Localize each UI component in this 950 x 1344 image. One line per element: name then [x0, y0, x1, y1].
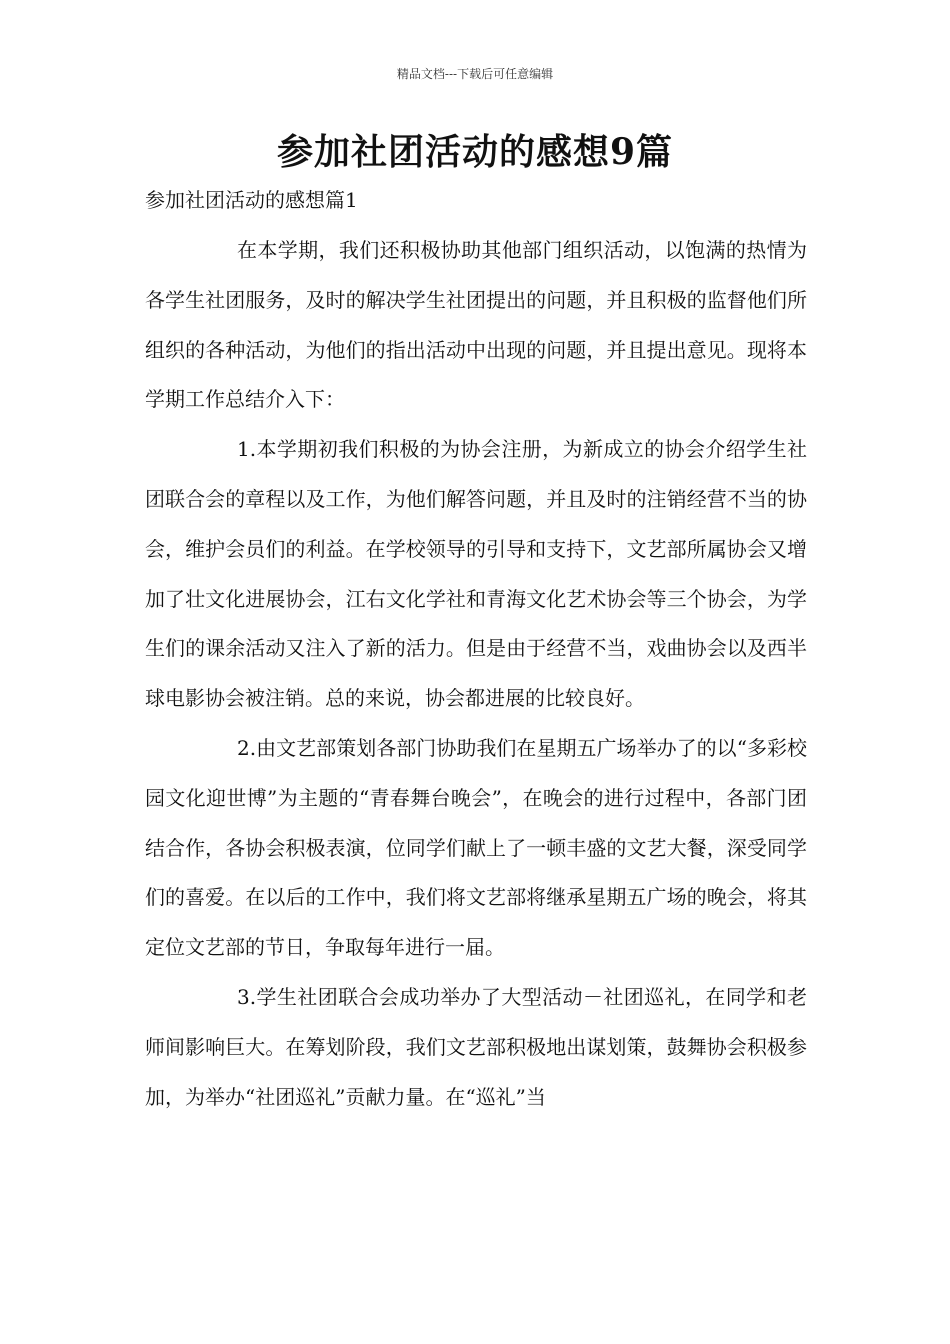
document-title: 参加社团活动的感想9篇 [276, 131, 674, 173]
paragraph-2: 1.本学期初我们积极的为协会注册，为新成立的协会介绍学生社团联合会的章程以及工作，为他们解答问题，并且及时的注销经营不当的协会，维护会员们的利益。在学校领导的引导和支持下，文艺部所属协会又增加了壮文化进展协会，江右文化学社和青海文化艺术协会等三个协会，为学生们的课余活动又注入了新的活力。但是由于经营不当，戏曲协会以及西半球电影协会被注销。总的来说，协会都进展的比较良好。 [145, 437, 807, 711]
document-body [145, 226, 807, 1122]
header-note: 精品文档---下载后可任意编辑 [396, 67, 554, 81]
paragraph-3: 2.由文艺部策划各部门协助我们在星期五广场举办了的以“多彩校园文化迎世博”为主题的“青春舞台晚会”，在晚会的进行过程中，各部门团结合作，各协会积极表演，位同学们献上了一顿丰盛的文艺大餐，深受同学们的喜爱。在以后的工作中，我们将文艺部将继承星期五广场的晚会，将其定位文艺部的节日，争取每年进行一届。 [145, 735, 807, 960]
paragraph-4: 3.学生社团联合会成功举办了大型活动－社团巡礼，在同学和老师间影响巨大。在筹划阶段，我们文艺部积极地出谋划策，鼓舞协会积极参加，为举办“社团巡礼”贡献力量。在“巡礼”当 [145, 984, 807, 1109]
section-heading: 参加社团活动的感想篇1 [145, 188, 358, 212]
paragraph-1: 在本学期，我们还积极协助其他部门组织活动，以饱满的热情为各学生社团服务，及时的解决学生社团提出的问题，并且积极的监督他们所组织的各种活动，为他们的指出活动中出现的问题，并且提出意见。现将本学期工作总结介入下： [145, 238, 807, 412]
